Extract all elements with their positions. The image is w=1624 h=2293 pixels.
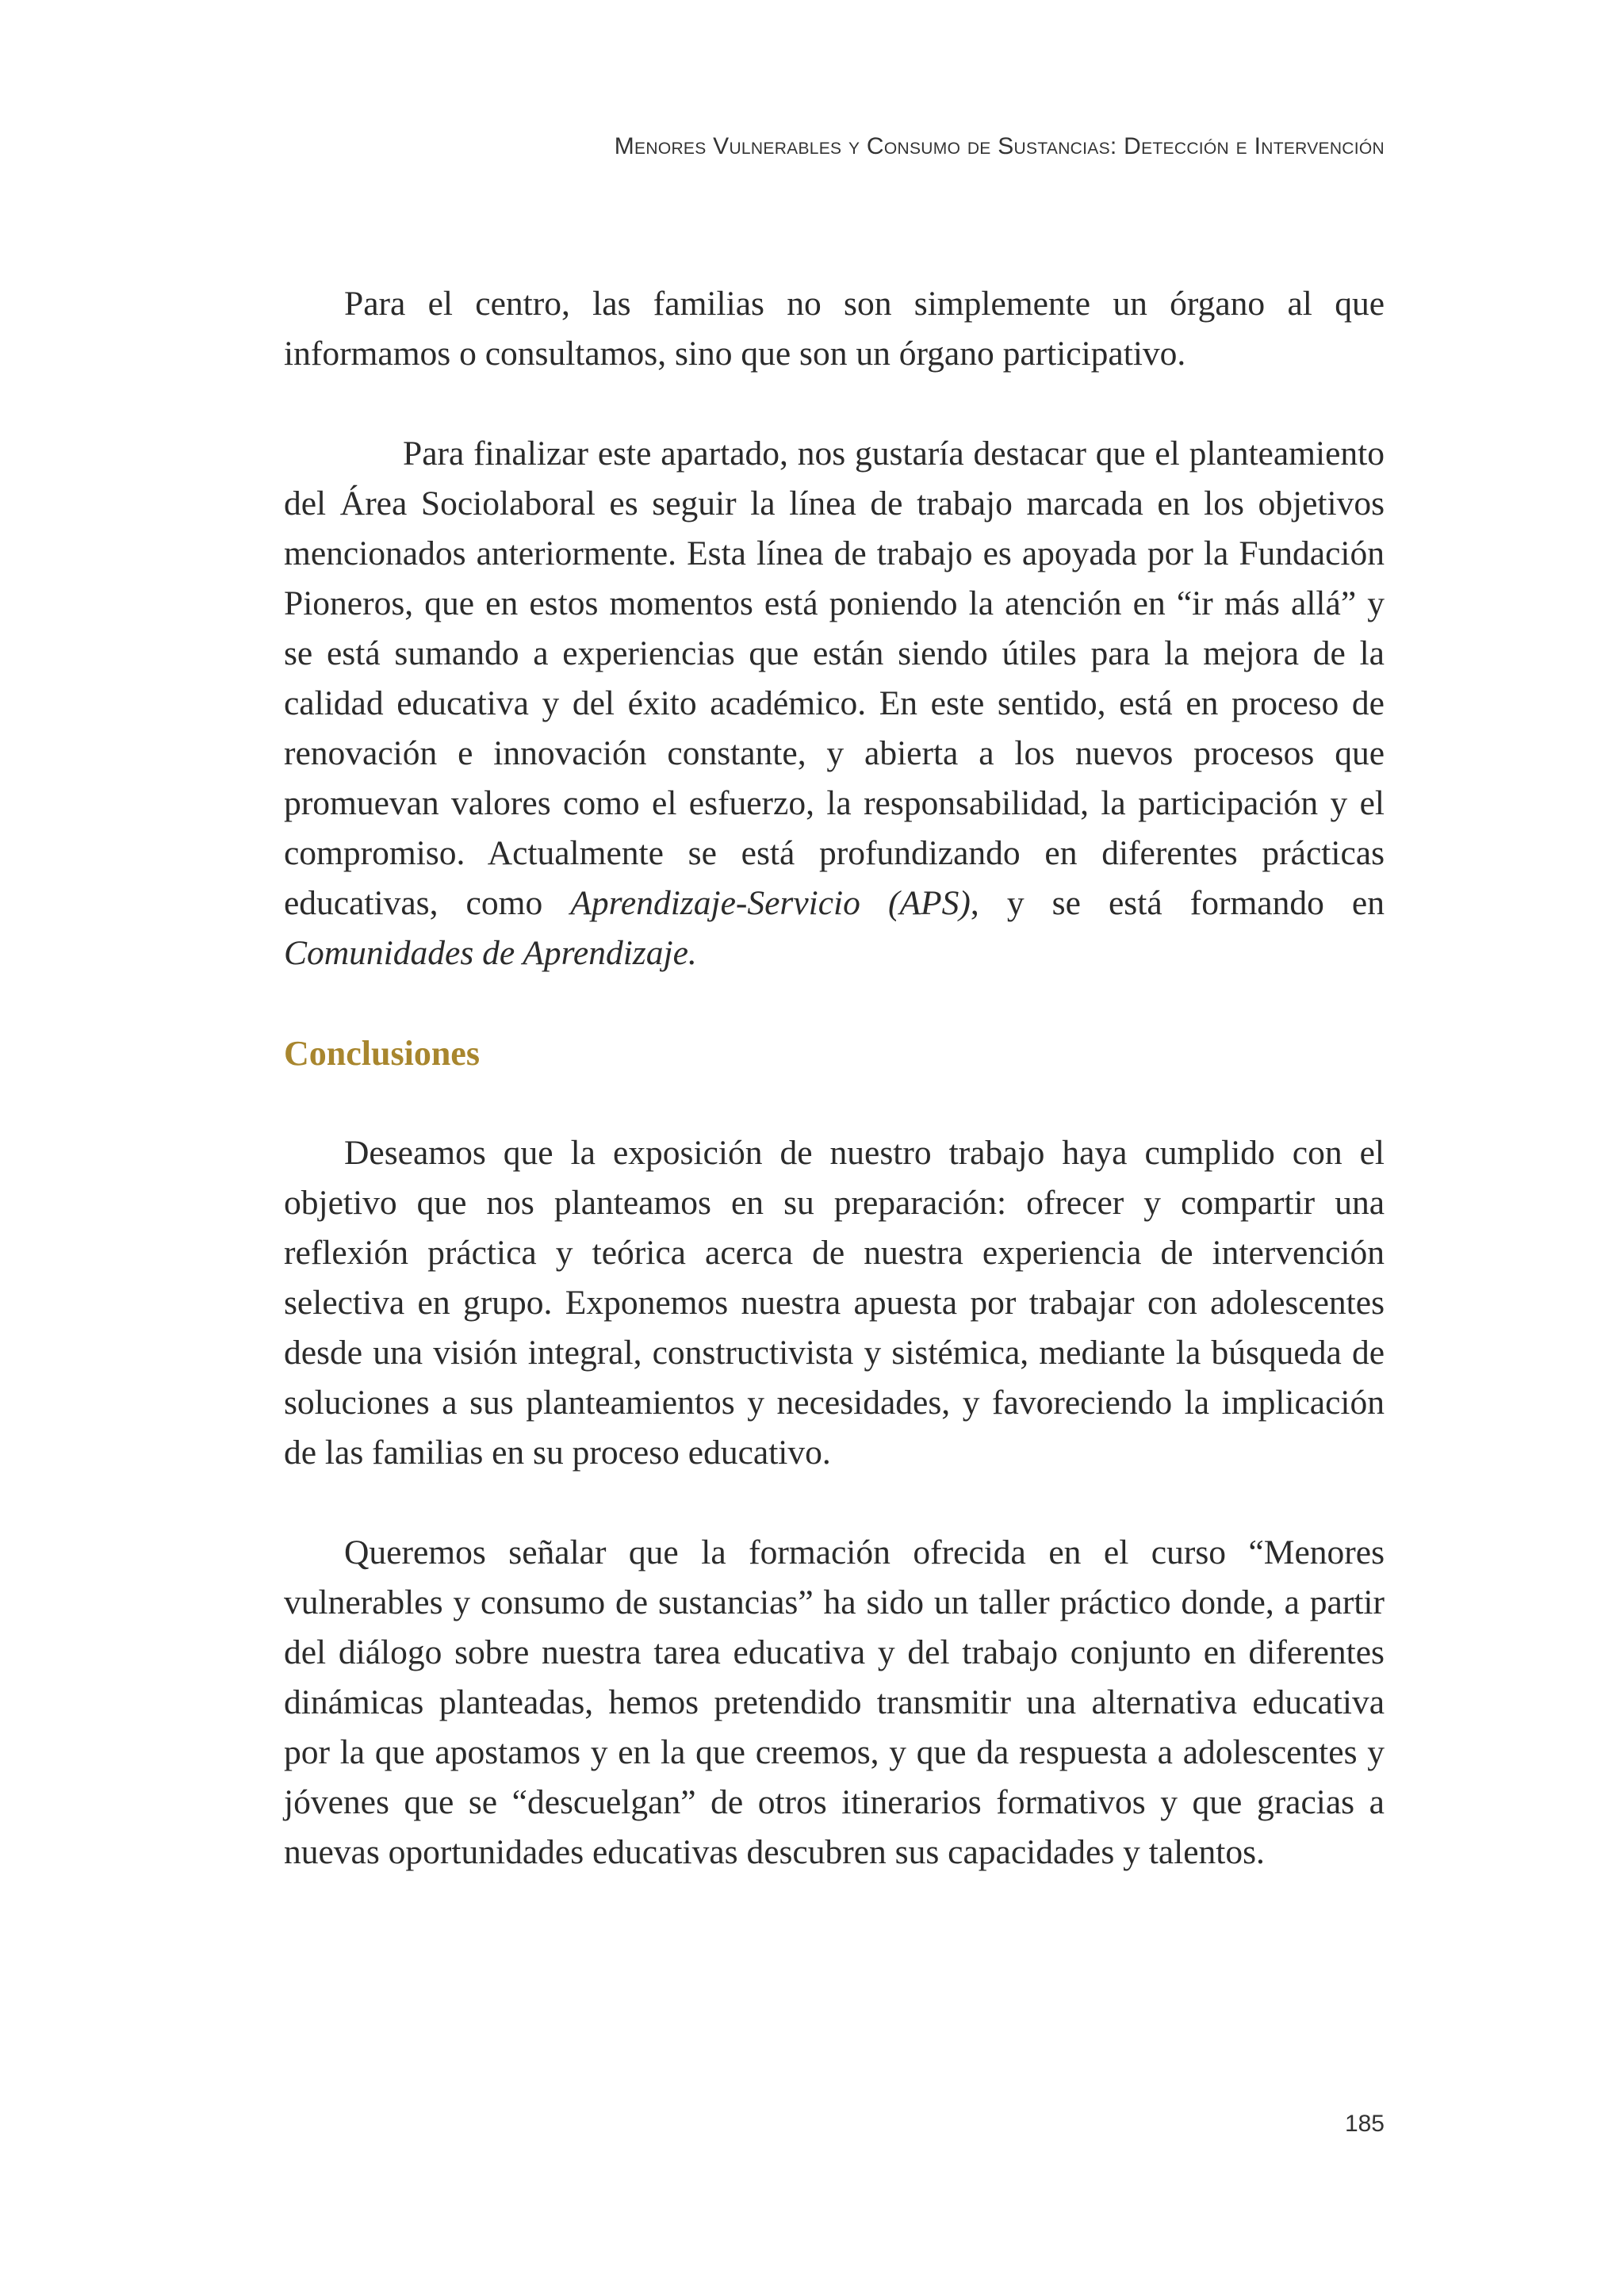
paragraph-conclusions-2: Queremos señalar que la formación ofrecida en el curso “Menores vulnerables y consumo de sustancias” ha sido un taller práctico donde, a partir del diálogo sobre nuestra tarea educativa y del trabajo conjunto en diferentes dinámicas planteadas, hemos pretendido transmitir una alternativa educativa por la que apostamos y en la que creemos, y que da respuesta a adolescentes y jóvenes que se “descuelgan” de otros itinerarios formativos y que gracias a nuevas oportunidades educativas descubren sus capacidades y talentos. <box>284 1533 1385 1871</box>
comunidades-term: Comunidades de Aprendizaje. <box>284 934 697 972</box>
section-heading-conclusiones: Conclusiones <box>284 1034 480 1073</box>
paragraph-sociolaboral-text-2: , y se está formando en <box>970 884 1385 922</box>
page-number: 185 <box>1344 2111 1385 2137</box>
paragraph-gap <box>284 379 1385 429</box>
paragraph-gap <box>284 978 1385 1028</box>
aps-term: Aprendizaje-Servicio (APS) <box>570 884 971 922</box>
paragraph-families: Para el centro, las familias no son simplemente un órgano al que informamos o consultamos, sino que son un órgano participativo. <box>284 285 1385 373</box>
paragraph-sociolaboral-text: Para finalizar este apartado, nos gustaría destacar que el planteamiento del Área Sociolaboral es seguir la línea de trabajo marcada en los objetivos mencionados anteriormente. Esta línea de trabajo es apoyada por la Fundación Pioneros, que en estos momentos está poniendo la atención en “ir más allá” y se está sumando a experiencias que están siendo útiles para la mejora de la calidad educativa y del éxito académico. En este sentido, está en proceso de renovación e innovación constante, y abierta a los nuevos procesos que promuevan valores como el esfuerzo, la responsabilidad, la participación y el compromiso. Actualmente se está profundizando en diferentes prácticas educativas, como <box>284 434 1385 922</box>
running-header: Menores Vulnerables y Consumo de Sustancias: Detección e Intervención <box>614 133 1385 159</box>
paragraph-gap <box>284 1478 1385 1528</box>
paragraph-gap <box>284 1078 1385 1128</box>
paragraph-conclusions-1: Deseamos que la exposición de nuestro trabajo haya cumplido con el objetivo que nos planteamos en su preparación: ofrecer y compartir una reflexión práctica y teórica acerca de nuestra experiencia de intervención selectiva en grupo. Exponemos nuestra apuesta por trabajar con adolescentes desde una visión integral, constructivista y sistémica, mediante la búsqueda de soluciones a sus planteamientos y necesidades, y favoreciendo la implicación de las familias en su proceso educativo. <box>284 1134 1385 1472</box>
page-body <box>284 279 1385 1878</box>
paragraph-sociolaboral <box>284 429 1385 978</box>
